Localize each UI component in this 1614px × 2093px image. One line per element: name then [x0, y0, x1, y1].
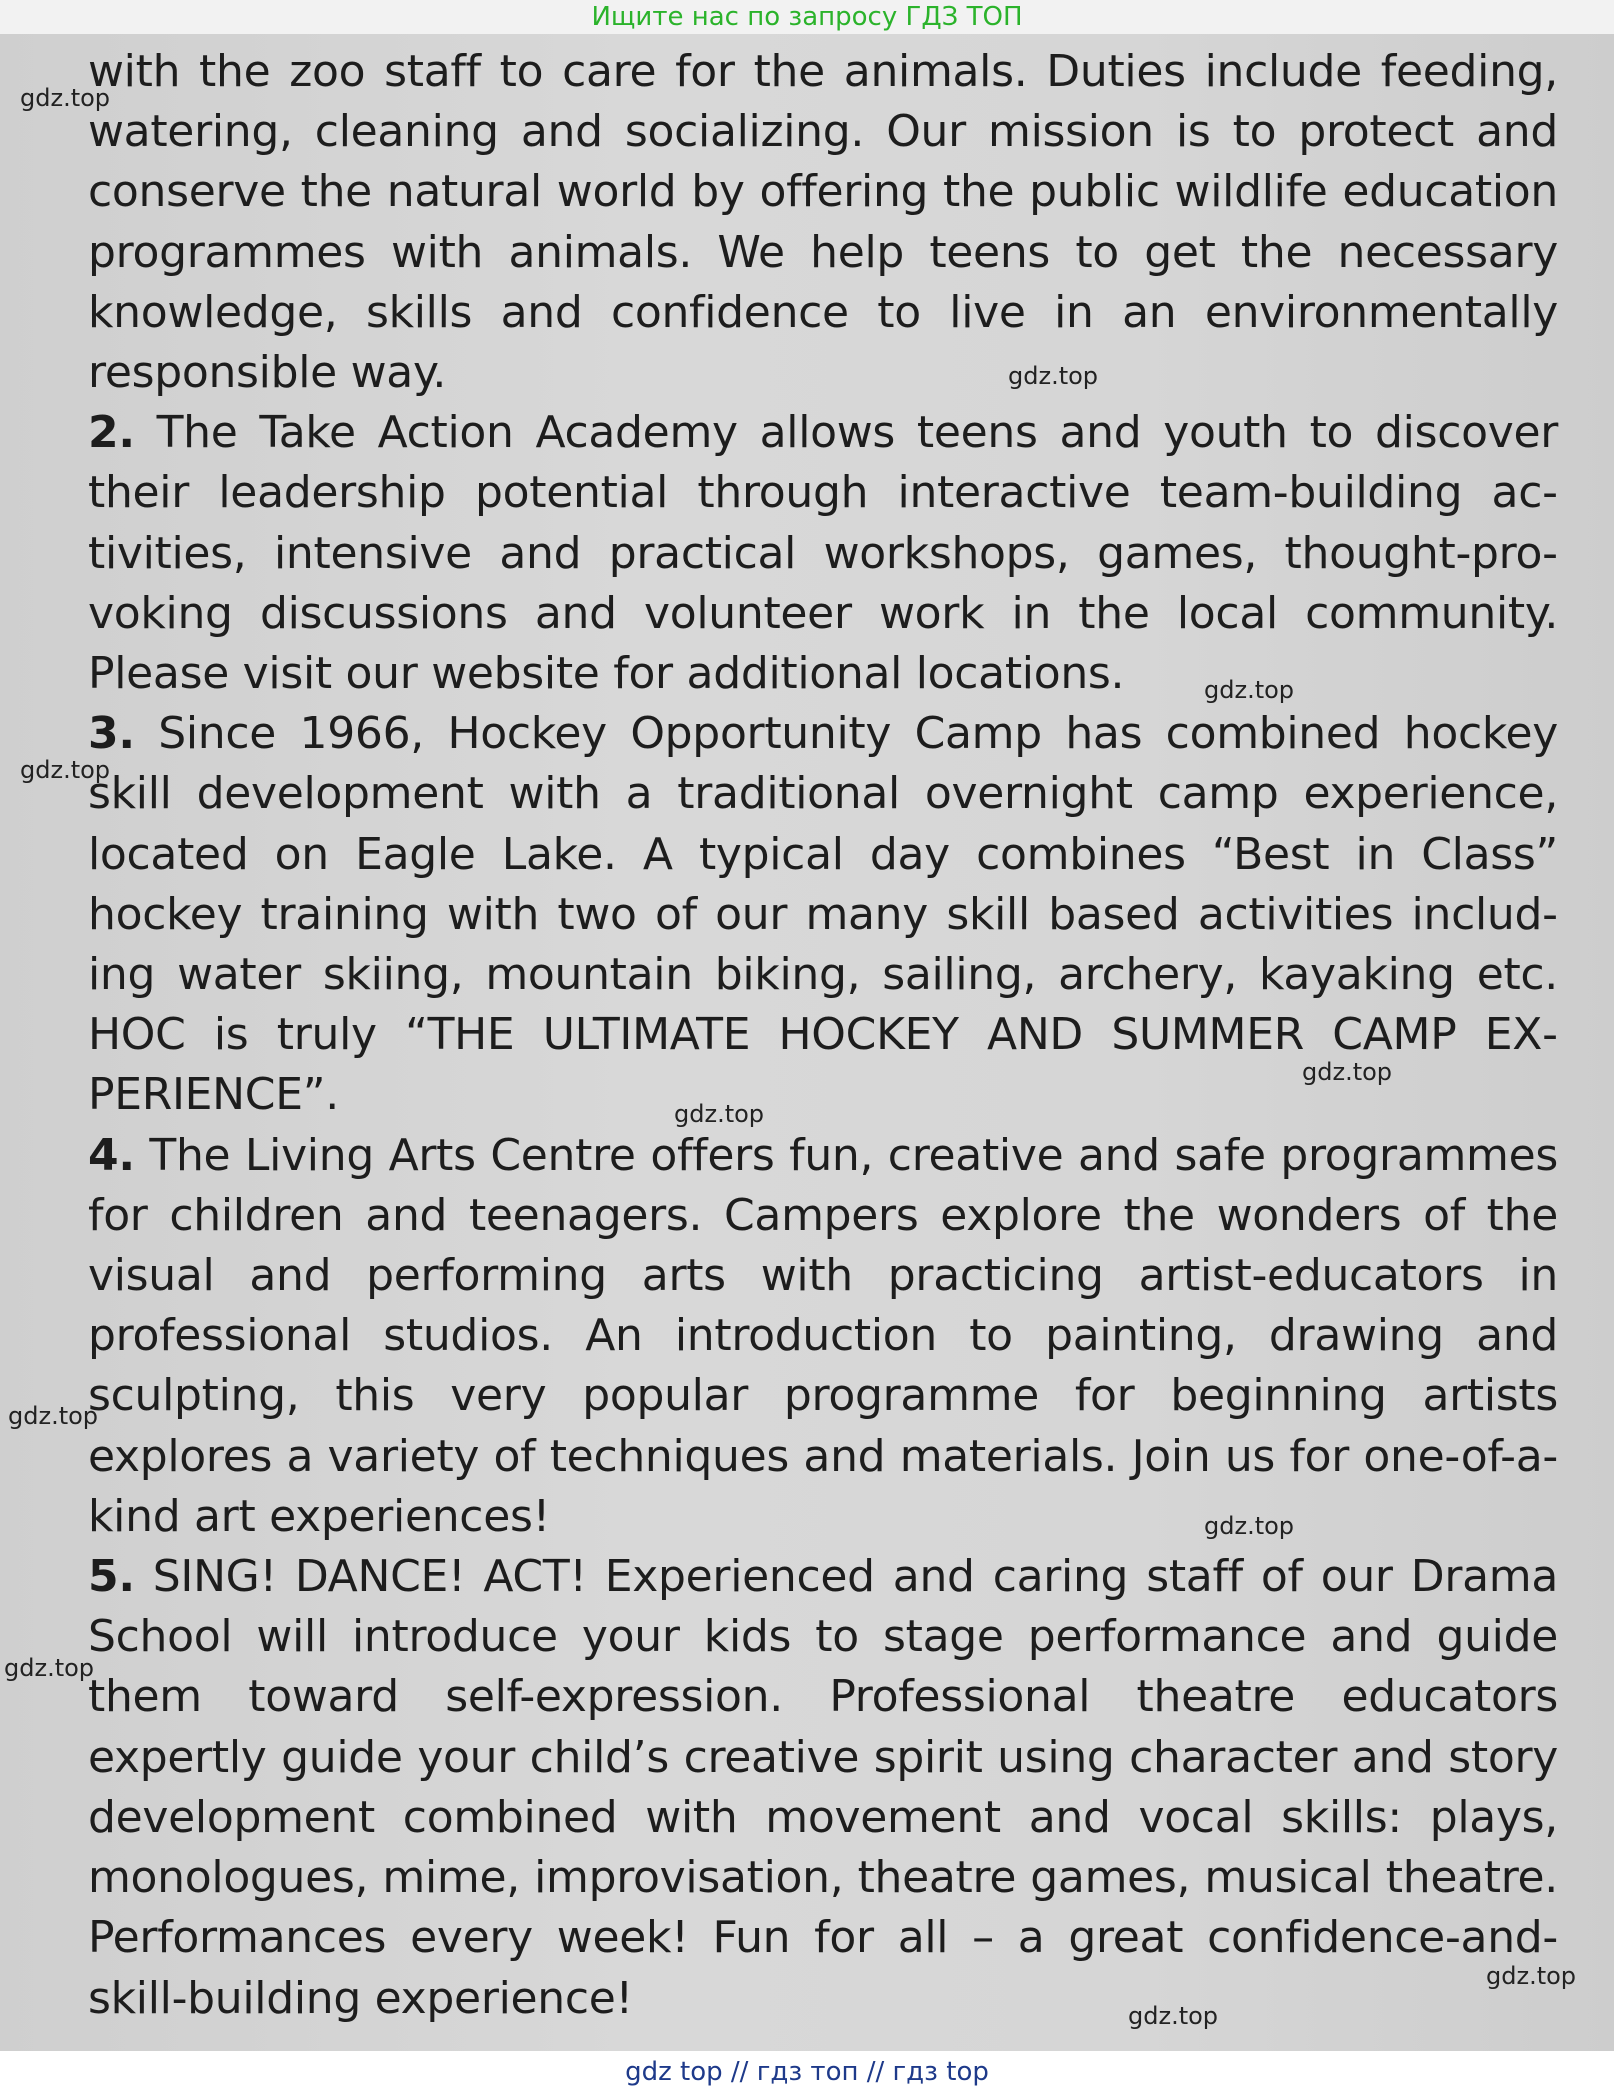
paragraph-number: 5.	[88, 1551, 135, 1603]
paragraph-text: The Living Arts Centre offers fun, creative and safe programmes for children and teenagers. Campers explore the wonders of the visual and performing arts with practicing artist-educators in professional studios. An introduction to painting, drawing and sculpting, this very popular programme for beginning artists explores a variety of techniques and materials. Join us for one-of-a-kind art experiences!	[88, 1129, 1559, 1542]
paragraph-text: SING! DANCE! ACT! Experienced and caring staff of our Drama School will introduce your kids to stage performance and guide them toward self-expression. Professional theatre educators expertly guide your child’s creative spirit using character and story development combined with movement and vocal skills: plays, monologues, mime, improvisation, theatre games, musical theatre. Performances every week! Fun for all – a great confidence-and-skill-building experience!	[88, 1551, 1558, 2024]
footer-links[interactable]: gdz top // гдз топ // гдз top	[0, 2051, 1614, 2093]
paragraph-2	[88, 403, 1558, 704]
watermark: gdz.top	[4, 1654, 95, 1682]
paragraph-5	[88, 1547, 1558, 2029]
paragraph-number: 4.	[88, 1129, 135, 1181]
paragraph-4	[88, 1126, 1558, 1547]
paragraph-text: with the zoo staff to care for the animals. Duties include feeding, watering, cleaning and socializing. Our mission is to protect and conserve the natural world by offering the public wildlife education programmes with animals. We help teens to get the necessary knowledge, skills and confidence to live in an environmentally responsible way.	[88, 46, 1558, 399]
watermark: gdz.top	[8, 1402, 99, 1430]
watermark: gdz.top	[1008, 362, 1099, 390]
watermark: gdz.top	[1128, 2002, 1219, 2030]
watermark: gdz.top	[1204, 676, 1295, 704]
paragraph-number: 3.	[88, 708, 135, 760]
search-banner[interactable]: Ищите нас по запросу ГДЗ ТОП	[0, 0, 1614, 34]
watermark: gdz.top	[1302, 1058, 1393, 1086]
watermark: gdz.top	[1486, 1962, 1577, 1990]
watermark: gdz.top	[674, 1100, 765, 1128]
watermark: gdz.top	[20, 84, 111, 112]
paragraph-number: 2.	[88, 407, 135, 459]
watermark: gdz.top	[20, 756, 111, 784]
paragraph-1	[88, 42, 1558, 403]
paragraph-text: The Take Action Academy allows teens and youth to discover their leadership potential through interactive team-building activities, intensive and practical workshops, games, thought-provoking discussions and volunteer work in the local community. Please visit our website for additional locations.	[88, 407, 1559, 700]
paragraph-text: Since 1966, Hockey Opportunity Camp has combined hockey skill development with a traditional overnight camp experience, located on Eagle Lake. A typical day combines “Best in Class” hockey training with two of our many skill based activities including water skiing, mountain biking, sailing, archery, kayaking etc. HOC is truly “THE ULTIMATE HOCKEY AND SUMMER CAMP EXPERIENCE”.	[88, 708, 1558, 1121]
article-body	[88, 42, 1558, 2029]
watermark: gdz.top	[1204, 1512, 1295, 1540]
